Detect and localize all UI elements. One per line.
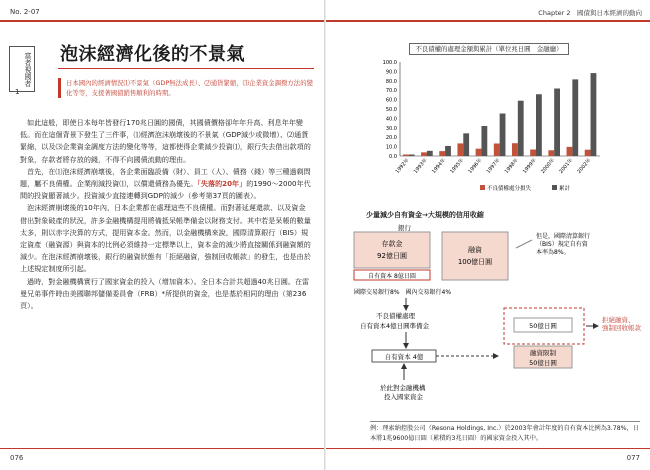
chart-title: 不良債權的處理金額與累計（單位兆日圓 金融廳） (409, 43, 570, 55)
x-tick-label: 1994年 (430, 157, 447, 175)
bis-note-leader (516, 240, 532, 248)
deposits-value: 92億日圓 (377, 252, 407, 260)
sidebar-number: 1 (15, 88, 20, 96)
refuse-label: 拒絕融資、強制回收帳款 (602, 316, 641, 332)
y-tick-label: 90.0 (385, 69, 397, 76)
x-tick-label: 1996年 (467, 157, 484, 175)
sidebar-tab: 富者視國者 (9, 46, 35, 92)
bad-loans-label: 不良債權處理 (376, 312, 415, 320)
header-rule (326, 20, 650, 22)
legend-swatch (480, 185, 485, 190)
y-tick-label: 70.0 (385, 88, 397, 95)
title-rule (58, 68, 314, 69)
paragraph: 首先，在⑴泡沫經濟崩壞後，各企業面臨設備（財）、員工（人）、債務（錢）等三種過剩問題，屬不良債權。企業削減投資⑴，以償還債務為優先。「失落的20年」的1990～2000年代間的投資顯著減少。投資減少直接連轉到GDP的減少（參考第37頁的圖表）。 (20, 166, 311, 201)
highlight-phrase: 「失落的20年」 (197, 179, 247, 189)
footer-page-number: 076 (10, 454, 24, 462)
bar-chart (370, 56, 608, 196)
paragraph: 過時，對金融機構實行了國家資金的投入（增加資本）。全日本合計共超過40兆日圓。在雷曼兄弟事件時由美國聯邦儲備委員會（FRB）*所提供的資金，也是基於相同的理由（第236頁）。 (20, 276, 310, 311)
page-title: 泡沫經濟化後的不景氣 (60, 44, 245, 65)
chapter-header: Chapter 2 國債與日本經濟的動向 (538, 9, 642, 17)
x-tick-label: 2001年 (558, 157, 575, 175)
body-text (20, 117, 312, 312)
y-tick-label: 10.0 (385, 144, 397, 151)
x-tick-label: 1998年 (503, 157, 520, 175)
loan-box (442, 232, 508, 280)
header-rule (0, 20, 324, 22)
bar (494, 143, 500, 156)
footnote: 例：理索納控股公司（Resona Holdings, Inc.）於2003年會計年度的自有資本比例為3.78%，日本將1兆9600億日圓（累積約3兆日圓）的國家資金投入其中。 (370, 421, 640, 444)
legend-label: 不良債權處分損失 (487, 186, 532, 192)
y-tick-label: 40.0 (385, 116, 397, 123)
legend-swatch (552, 185, 557, 190)
diagram-title: 少量減少自有資金→大規模的信用收縮 (366, 211, 484, 219)
bar (409, 154, 415, 156)
right-page (326, 0, 650, 470)
x-tick-label: 1997年 (485, 157, 502, 175)
credit-diagram (346, 222, 646, 412)
y-tick-label: 100.0 (382, 60, 397, 66)
loan-label: 融資 (468, 246, 482, 254)
bis-note: 但是，國際清算銀行（BIS）規定自有資本率為8%。 (536, 233, 591, 256)
bar (585, 150, 591, 156)
bar (591, 73, 597, 156)
x-tick-label: 1995年 (449, 157, 466, 175)
deposits-label: 存款金 (381, 240, 403, 248)
paragraph: 泡沫經濟崩壞後的10年內，日本企業都在處理這些不良債權。而對著延遲還款、以及資金借出對象破產的狀況，許多金融機構提用將備抵呆帳準備金以財務支付。其中若是呆帳的數量太多，則以赤字決算的方式，提用資本金。然而，以金融機構來說，國際清算銀行（BIS）規定資產（融資源）與資本的比例必須維持一定標準以上，資本金的減少將直接關係到融資額的減少。在泡沫經濟崩壞後，銀行的融資狀態有「拒絕融資，強制回收帳款」的發生，也是由於上述規定制度所引起。 (20, 203, 311, 274)
left-page (0, 0, 324, 470)
bar (572, 79, 578, 156)
bar (421, 152, 427, 156)
y-tick-label: 0.0 (389, 154, 397, 160)
x-tick-label: 1993年 (412, 157, 429, 175)
lead-text: 日本國內的經濟情況⑴不景氣（GDP無法成長）、⑵通貨緊縮，⑶企業資金調撥方法的變化等等，支援著國債銷售順利的時期。 (58, 78, 318, 98)
own-capital-label: 自有資本 8億日圓 (368, 273, 416, 280)
page-label: No. 2-07 (10, 8, 40, 16)
bar (548, 150, 554, 156)
own-capital-4: 自有資本 4億 (384, 353, 424, 361)
y-tick-label: 30.0 (385, 125, 397, 132)
bar (536, 94, 542, 156)
bank-label: 銀行 (398, 224, 411, 232)
public-fund: 於此對金融機構投入國家資金 (380, 384, 426, 401)
x-tick-label: 1999年 (521, 157, 538, 175)
y-tick-label: 20.0 (385, 135, 397, 142)
own-capital-write: 自有資本4億日圓準備金 (360, 322, 430, 330)
bar (427, 151, 433, 156)
deposits-box (354, 232, 430, 268)
x-tick-label: 2000年 (540, 157, 557, 175)
footer-page-number: 077 (626, 454, 640, 462)
bar (500, 114, 506, 156)
bar (463, 133, 469, 156)
paragraph: 如此這般，即使日本每年皆發行170兆日圓的國債，其國債價格卻年年升高、利息年年變低。而在這個背景下發生了三件事，⑴經濟泡沫崩壞後的不景氣（GDP減少或微增）、⑵通貨緊縮，以及⑶企業資金調度方法的變化等等，這都使得企業減少投資⑴，銀行失去借出款項的對象，存款者將存放的錢，不得不向國債流動的理由。 (20, 118, 311, 164)
y-tick-label: 80.0 (385, 78, 397, 85)
x-tick-label: 2002年 (576, 157, 593, 175)
loan-value: 100億日圓 (457, 258, 493, 266)
bar (567, 147, 573, 156)
bar (530, 150, 536, 156)
footer-rule (0, 448, 324, 449)
x-tick-label: 1992年 (394, 157, 411, 175)
bar (481, 126, 487, 156)
bar (439, 151, 445, 156)
bar (512, 143, 518, 156)
loan-50b-value: 50億日圓 (529, 359, 557, 367)
loan-50a: 50億日圓 (529, 322, 557, 330)
legend-label: 累計 (559, 186, 571, 192)
bar (518, 101, 524, 156)
bar (457, 143, 463, 156)
footer-rule (326, 448, 650, 449)
bar (445, 146, 451, 156)
bar (476, 149, 482, 156)
y-tick-label: 60.0 (385, 97, 397, 104)
loan-50b: 融資限制 (530, 349, 556, 357)
y-tick-label: 50.0 (385, 107, 397, 113)
chart (370, 44, 608, 192)
bar (554, 89, 560, 156)
bis-ratio: 國際交易銀行8% 國內交易銀行4% (354, 289, 452, 296)
bar (403, 154, 409, 156)
